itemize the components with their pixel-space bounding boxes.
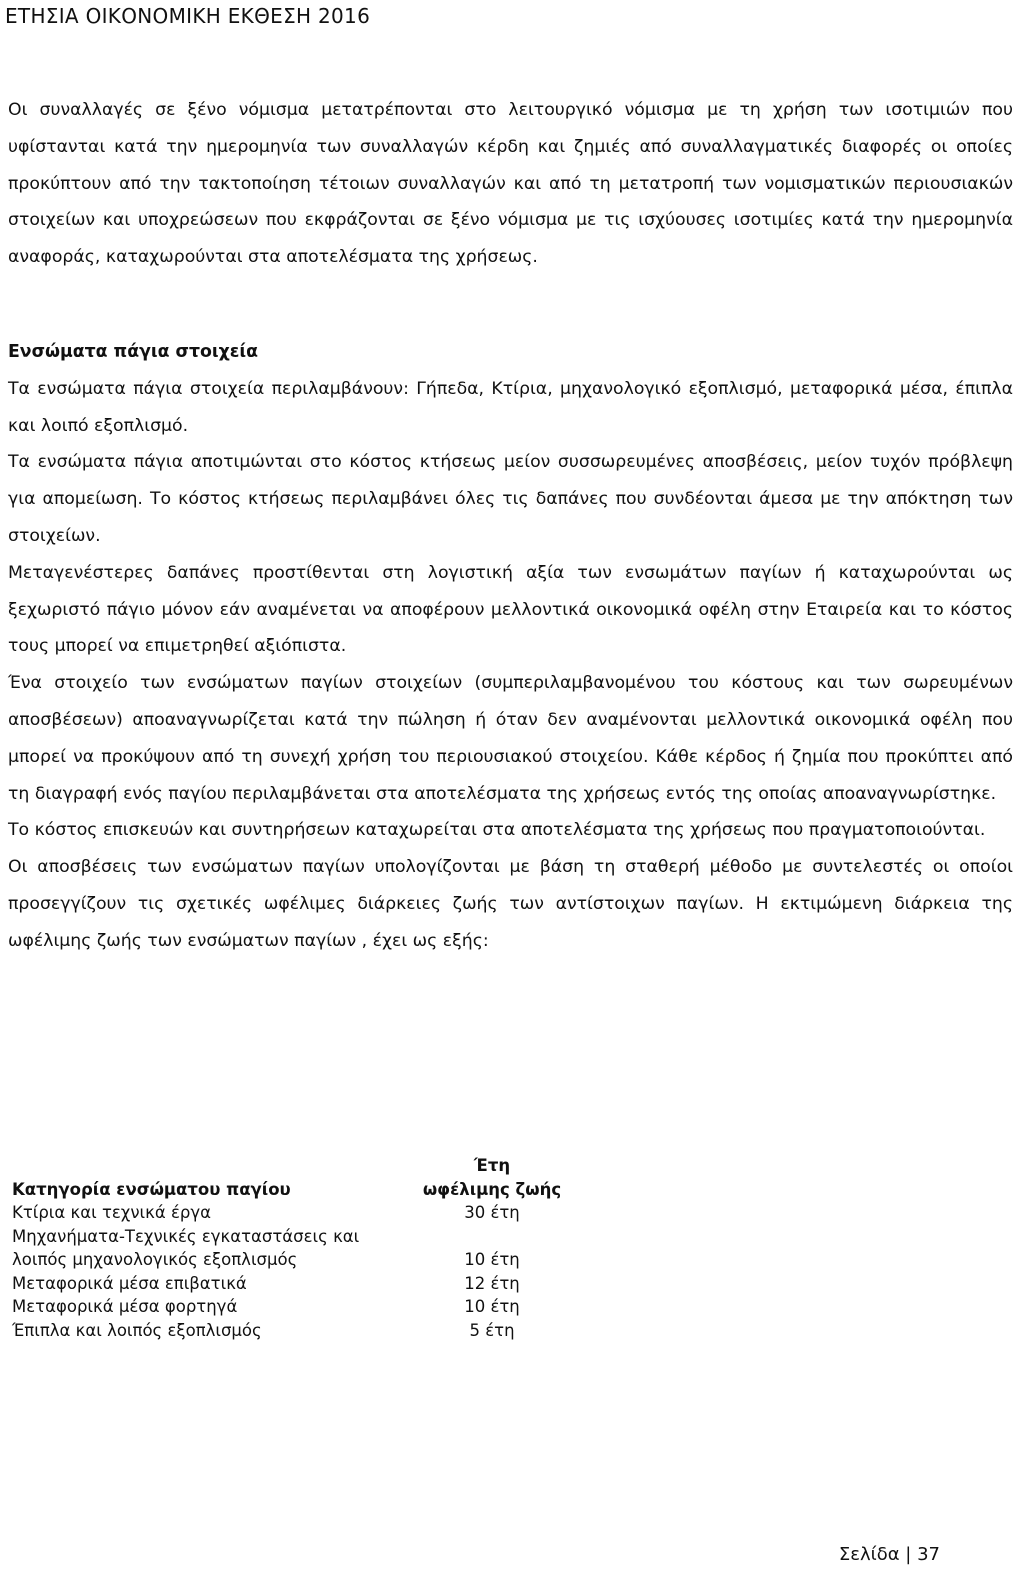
table-row bbox=[12, 1272, 567, 1296]
paragraph-assets-include: Τα ενσώματα πάγια στοιχεία περιλαμβάνουν: Γήπεδα, Κτίρια, μηχανολογικό εξοπλισμό, μεταφορικά μέσα, έπιπλα και λοιπό εξοπλισμό. bbox=[8, 378, 1013, 436]
useful-life-table bbox=[12, 1154, 567, 1342]
report-header: ΕΤΗΣΙΑ ΟΙΚΟΝΟΜΙΚΗ ΕΚΘΕΣΗ 2016 bbox=[5, 4, 371, 28]
table-header-category-label: Κατηγορία ενσώματου παγίου bbox=[12, 1179, 291, 1199]
paragraph-valuation: Τα ενσώματα πάγια αποτιμώνται στο κόστος κτήσεως μείον συσσωρευμένες αποσβέσεις, μείον τυχόν πρόβλεψη για απομείωση. Το κόστος κτήσεως περιλαμβάνει όλες τις δαπάνες που συνδέονται άμεσα με την απόκτηση των στοιχείων. bbox=[8, 452, 1013, 546]
paragraph-depreciation: Οι αποσβέσεις των ενσώματων παγίων υπολογίζονται με βάση τη σταθερή μέθοδο με συντελεστές οι οποίοι προσεγγίζουν τις σχετικές ωφέλιμες διάρκειες ζωής των αντίστοιχων παγίων. Η εκτιμώμενη διάρκεια της ωφέλιμης ζωής των ενσώματων παγίων , έχει ως εξής: bbox=[8, 857, 1013, 951]
table-cell-years: 10 έτη bbox=[464, 1250, 520, 1269]
table-row bbox=[12, 1319, 567, 1343]
table-header-years-line2: ωφέλιμης ζωής bbox=[422, 1179, 562, 1199]
table-cell-category: Κτίρια και τεχνικά έργα bbox=[12, 1203, 212, 1222]
table-row bbox=[12, 1201, 567, 1225]
table-cell-category bbox=[12, 1225, 417, 1272]
table-row bbox=[12, 1225, 567, 1272]
spacer bbox=[8, 276, 1013, 334]
section-title: Ενσώματα πάγια στοιχεία bbox=[8, 341, 258, 362]
paragraph-subsequent-costs: Μεταγενέστερες δαπάνες προστίθενται στη λογιστική αξία των ενσωμάτων παγίων ή καταχωρούνται ως ξεχωριστό πάγιο μόνον εάν αναμένεται να αποφέρουν μελλοντικά οικονομικά οφέλη στην Εταιρεία και το κόστος τους μπορεί να επιμετρηθεί αξιόπιστα. bbox=[8, 562, 1013, 657]
table-cell-years: 12 έτη bbox=[464, 1273, 520, 1293]
table-cell-category: Μεταφορικά μέσα φορτηγά bbox=[12, 1297, 238, 1316]
table-header-years-line1: Έτη bbox=[473, 1156, 511, 1175]
table-header-category bbox=[12, 1154, 417, 1201]
table-header-years bbox=[417, 1154, 567, 1201]
useful-life-table-container bbox=[12, 1154, 572, 1342]
table-row bbox=[12, 1295, 567, 1319]
page-number: Σελίδα | 37 bbox=[838, 1544, 940, 1565]
table-cell-years: 30 έτη bbox=[464, 1203, 520, 1222]
table-cell-category: Έπιπλα και λοιπός εξοπλισμός bbox=[12, 1320, 262, 1340]
paragraph-repairs: Το κόστος επισκευών και συντηρήσεων καταχωρείται στα αποτελέσματα της χρήσεως που πραγματοποιούνται. bbox=[8, 820, 986, 841]
table-cell-years: 5 έτη bbox=[469, 1320, 515, 1340]
document-body bbox=[8, 92, 1013, 960]
table-cell-category-line1: Μηχανήματα-Τεχνικές εγκαταστάσεις και bbox=[12, 1226, 360, 1246]
table-cell-category: Μεταφορικά μέσα επιβατικά bbox=[12, 1273, 247, 1293]
paragraph-fx-transactions: Οι συναλλαγές σε ξένο νόμισμα μετατρέπονται στο λειτουργικό νόμισμα με τη χρήση των ισοτιμιών που υφίστανται κατά την ημερομηνία των συναλλαγών κέρδη και ζημιές από συναλλαγματικές διαφορές οι οποίες προκύπτουν από την τακτοποίηση τέτοιων συναλλαγών και από τη μετατροπή των νομισματικών περιουσιακών στοιχείων και υποχρεώσεων που εκφράζονται σε ξένο νόμισμα με τις ισχύουσες ισοτιμίες κατά την ημερομηνία αναφοράς, καταχωρούνται στα αποτελέσματα της χρήσεως. bbox=[8, 100, 1013, 268]
table-cell-category-line2: λοιπός μηχανολογικός εξοπλισμός bbox=[12, 1250, 298, 1269]
paragraph-derecognition: Ένα στοιχείο των ενσώματων παγίων στοιχείων (συμπεριλαμβανομένου του κόστους και των σωρευμένων αποσβέσεων) αποαναγνωρίζεται κατά την πώληση ή όταν δεν αναμένονται μελλοντικά οικονομικά οφέλη που μπορεί να προκύψουν από τη συνεχή χρήση του περιουσιακού στοιχείου. Κάθε κέρδος ή ζημία που προκύπτει από τη διαγραφή ενός παγίου περιλαμβάνεται στα αποτελέσματα της χρήσεως εντός της οποίας αποαναγνωρίστηκε. bbox=[8, 673, 1013, 804]
table-cell-years: 10 έτη bbox=[464, 1297, 520, 1316]
